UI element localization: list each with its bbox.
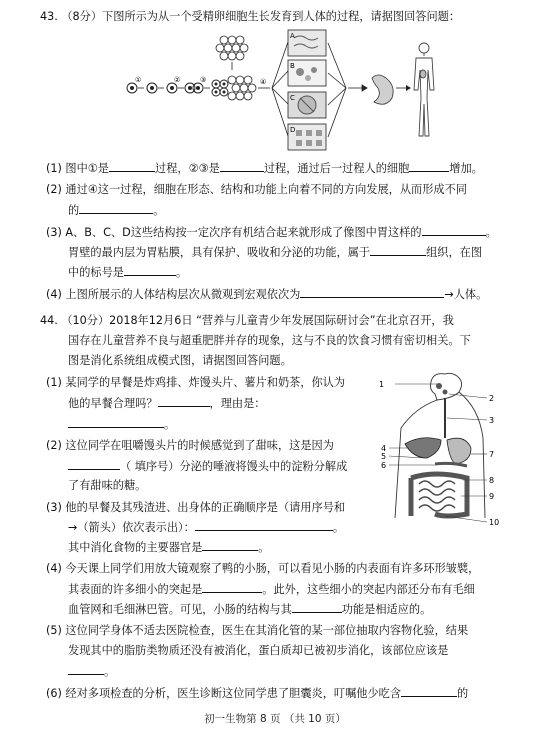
cell-cluster-top (216, 36, 248, 60)
tissue-label-C: C (290, 94, 295, 102)
human-body (414, 43, 434, 136)
q44-item-4b: 其表面的许多细小的突起是 。此外，这些细小的突起内部还分布有毛细 (68, 583, 475, 596)
step-label-4: ④ (260, 78, 267, 86)
answer-blank[interactable] (68, 416, 164, 428)
q44-header-1: 44. （10分）2018年12月6日 “营养与儿童青少年发展国际研讨会”在北京召开，我 (40, 314, 454, 327)
answer-blank[interactable] (300, 286, 444, 298)
q43-item-3c: 中的标号是 。 (68, 266, 188, 279)
small-intestine-shape (419, 481, 455, 511)
tissue-label-B: B (290, 62, 295, 70)
q44-item-2b: （ 填序号）分泌的唾液将馒头中的淀粉分解成 (68, 458, 347, 474)
tissue-label-D: D (290, 126, 296, 134)
stomach-shape (372, 75, 393, 104)
answer-blank[interactable] (370, 244, 426, 256)
answer-blank[interactable] (158, 395, 210, 407)
development-figure (120, 26, 440, 154)
q44-item-3c: 其中消化食物的主要器官是 。 (68, 541, 270, 554)
q43-item-2a: (2) 通过④这一过程，细胞在形态、结构和功能上向着不同的方向发展，从而形成不同 (46, 183, 467, 196)
step-label-1: ① (135, 76, 142, 84)
q44-item-5c: 。 (68, 663, 115, 679)
q44-item-5a: (5) 这位同学身体不适去医院检查，医生在其消化管的某一部位抽取内容物化验，结果 (46, 624, 469, 637)
q44-item-2a: (2) 这位同学在咀嚼馒头片的时候感觉到了甜味，这是因为 (46, 439, 334, 452)
organ-label-4: 4 (381, 444, 387, 453)
organ-label-3: 3 (489, 416, 495, 425)
q44-item-1c: 。 (68, 416, 175, 432)
answer-blank[interactable] (68, 458, 120, 470)
answer-blank[interactable] (202, 539, 258, 551)
q43-item-3a: (3) A、B、C、D这些结构按一定次序有机结合起来就形成了像图中胃这样的 。 (46, 226, 497, 239)
organ-label-1: 1 (379, 380, 385, 389)
q43-item-4: (4) 上图所展示的人体结构层次从微观到宏观依次为 →人体。 (46, 288, 488, 301)
answer-blank[interactable] (195, 519, 333, 531)
q43-item-3b: 胃壁的最内层为胃粘膜，具有保护、吸收和分泌的功能，属于 组织，在图 (68, 246, 483, 259)
q44-item-1a: (1) 某同学的早餐是炸鸡排、炸馒头片、薯片和奶茶，你认为 (46, 376, 346, 389)
step-label-3: ③ (200, 76, 207, 84)
organ-label-9: 9 (489, 492, 495, 501)
organ-label-10: 10 (489, 518, 500, 527)
answer-blank[interactable] (409, 160, 449, 172)
liver-shape (405, 438, 441, 458)
q44-item-5b: 发现其中的脂肪类物质还没有被消化，蛋白质却已被初步消化，该部位应该是 (68, 644, 449, 657)
organ-label-2: 2 (489, 394, 495, 403)
step-label-2: ② (174, 76, 181, 84)
stomach-shape (447, 438, 471, 464)
q43-header: 43. （8分）下图所示为从一个受精卵细胞生长发育到人体的过程，请据图回答问题： (40, 10, 461, 23)
q44-item-4a: (4) 今天课上同学们用放大镜观察了鸭的小肠，可以看见小肠的内表面有许多环形皱襞， (46, 562, 480, 575)
answer-blank[interactable] (109, 160, 155, 172)
answer-blank[interactable] (202, 581, 262, 593)
q44-item-6: (6) 经对多项检查的分析，医生诊断这位同学患了胆囊炎，叮嘱他少吃含 的 (46, 687, 469, 700)
q44-header-2: 国存在儿童营养不良与超重肥胖并存的现象，这与不良的饮食习惯有密切相关。下 (68, 334, 471, 347)
q44-item-4c: 血管网和毛细淋巴管。可见，小肠的结构与其 功能是相适应的。 (68, 603, 432, 616)
q44-item-3a: (3) 他的早餐及其残渣进、出身体的正确顺序是（请用序号和 (46, 501, 346, 514)
organ-label-5: 5 (381, 452, 387, 461)
organ-label-7: 7 (489, 450, 495, 459)
organ-label-6: 6 (381, 461, 387, 470)
answer-blank[interactable] (422, 224, 486, 236)
tissue-label-A: A (290, 32, 295, 40)
answer-blank[interactable] (220, 160, 264, 172)
answer-blank[interactable] (292, 601, 342, 613)
page-footer: 初一生物第 8 页 （共 10 页） (204, 713, 346, 725)
q44-item-1b: 他的早餐合理吗？ ，理由是： (68, 397, 266, 410)
q44-item-3b: →（箭头）依次表示出）： 。 (68, 521, 345, 534)
q44-header-3: 图是消化系统组成模式图，请据图回答问题。 (68, 354, 292, 367)
digestive-system-figure (375, 368, 505, 528)
answer-blank[interactable] (68, 663, 104, 675)
answer-blank[interactable] (124, 264, 176, 276)
q43-item-2b: 的 。 (68, 204, 165, 217)
answer-blank[interactable] (79, 202, 153, 214)
cell-cluster-middle (228, 76, 256, 100)
answer-blank[interactable] (401, 685, 457, 697)
q43-item-1: (1) 图中①是 过程，②③是 过程，通过后一过程人的细胞 增加。 (46, 162, 483, 175)
q44-item-2c: 了有甜味的糖。 (68, 479, 147, 492)
organ-label-8: 8 (489, 476, 495, 485)
